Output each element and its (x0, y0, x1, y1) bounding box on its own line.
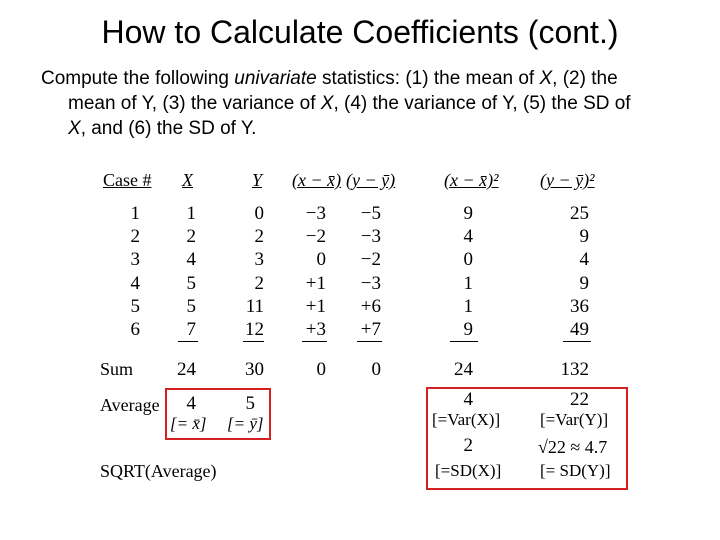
average-x: 4 (186, 393, 196, 414)
intro-text: Compute the following univariate statistics: (1) the mean of X, (2) the mean of Y, (3) the variance of X, (4) the variance of Y, (5) the SD of X, and (6) the SD of Y. (41, 68, 631, 139)
cell-dy2-row-4: 9 (579, 272, 589, 294)
variance-x-note: [=Var(X)] (432, 410, 501, 429)
cell-dx2-row-3: 0 (463, 249, 473, 271)
sd-x-note: [=SD(X)] (435, 461, 502, 480)
cell-case-row-6: 6 (130, 318, 140, 340)
column-y (235, 202, 264, 341)
separator-y (243, 341, 264, 342)
header-case: Case # (103, 170, 152, 190)
separator-dy2 (563, 341, 591, 342)
cell-y-row-5: 11 (245, 295, 264, 317)
cell-case-row-1: 1 (130, 203, 140, 224)
variance-y-note: [=Var(Y)] (540, 410, 609, 429)
header-x: X (182, 170, 193, 190)
column-dx2 (440, 202, 473, 341)
cell-dx-row-6: +3 (305, 318, 326, 340)
average-dx2: 4 (463, 389, 473, 410)
cell-x-row-2: 2 (186, 226, 196, 248)
cell-dy-row-6: +7 (360, 318, 381, 340)
sum-y: 30 (245, 359, 264, 380)
header-dy: (y − ȳ) (346, 170, 396, 190)
cell-dx-row-2: −2 (305, 226, 326, 248)
sd-y-note: [= SD(Y)] (540, 461, 611, 480)
mean-x-note: [= x̄] (170, 414, 207, 433)
cell-dy-row-3: −2 (360, 249, 381, 271)
cell-case-row-5: 5 (130, 295, 140, 317)
mean-y-note: [= ȳ] (227, 414, 264, 433)
sum-dx: 0 (316, 359, 326, 380)
cell-dx-row-5: +1 (305, 295, 326, 317)
cell-dy2-row-5: 36 (570, 295, 589, 317)
cell-dy-row-2: −3 (360, 226, 381, 248)
cell-dx-row-1: −3 (305, 203, 326, 224)
cell-y-row-2: 2 (254, 226, 264, 248)
header-dy2: (y − ȳ)² (540, 170, 595, 190)
cell-y-row-6: 12 (245, 318, 264, 340)
average-y: 5 (245, 393, 255, 414)
sum-dy: 0 (371, 359, 381, 380)
cell-y-row-4: 2 (254, 272, 264, 294)
average-label: Average (100, 395, 160, 415)
column-x (170, 202, 196, 341)
column-dy (345, 202, 381, 341)
cell-y-row-3: 3 (254, 249, 264, 271)
cell-dx-row-3: 0 (316, 249, 326, 271)
cell-dy-row-4: −3 (360, 272, 381, 294)
slide-title: How to Calculate Coefficients (cont.) (101, 14, 619, 50)
sd-x-value: 2 (463, 435, 473, 456)
separator-dy (357, 341, 382, 342)
cell-dx-row-4: +1 (305, 272, 326, 294)
average-dy2: 22 (570, 389, 589, 410)
header-dx2: (x − x̄)² (444, 170, 499, 190)
cell-dx2-row-5: 1 (463, 295, 473, 317)
cell-x-row-5: 5 (186, 295, 196, 317)
cell-x-row-3: 4 (186, 249, 196, 271)
cell-dy2-row-6: 49 (570, 318, 589, 340)
separator-dx (302, 341, 327, 342)
cell-dy-row-5: +6 (360, 295, 381, 317)
separator-x (178, 341, 198, 342)
cell-case-row-3: 3 (130, 249, 140, 271)
cell-dx2-row-1: 9 (463, 203, 473, 224)
header-dx: (x − x̄) (292, 170, 342, 190)
cell-x-row-1: 1 (186, 203, 196, 224)
cell-y-row-1: 0 (254, 203, 264, 224)
cell-case-row-2: 2 (130, 226, 140, 248)
cell-x-row-4: 5 (186, 272, 196, 294)
header-y: Y (252, 170, 263, 190)
cell-dx2-row-2: 4 (463, 226, 473, 248)
sd-y-value: √22 ≈ 4.7 (538, 437, 608, 457)
column-dy2 (555, 202, 589, 341)
sum-x: 24 (177, 359, 196, 380)
cell-x-row-6: 7 (186, 318, 196, 340)
cell-dx2-row-6: 9 (463, 318, 473, 340)
cell-dy-row-1: −5 (360, 203, 381, 224)
sum-label: Sum (100, 359, 134, 379)
separator-dx2 (450, 341, 478, 342)
sum-dy2: 132 (560, 359, 589, 380)
cell-dy2-row-1: 25 (570, 203, 589, 224)
cell-dy2-row-3: 4 (579, 249, 589, 271)
cell-dy2-row-2: 9 (579, 226, 589, 248)
column-case (110, 202, 140, 341)
cell-dx2-row-4: 1 (463, 272, 473, 294)
cell-case-row-4: 4 (130, 272, 140, 294)
sqrt-average-label: SQRT(Average) (100, 461, 217, 481)
sum-dx2: 24 (454, 359, 473, 380)
column-dx (290, 202, 326, 341)
